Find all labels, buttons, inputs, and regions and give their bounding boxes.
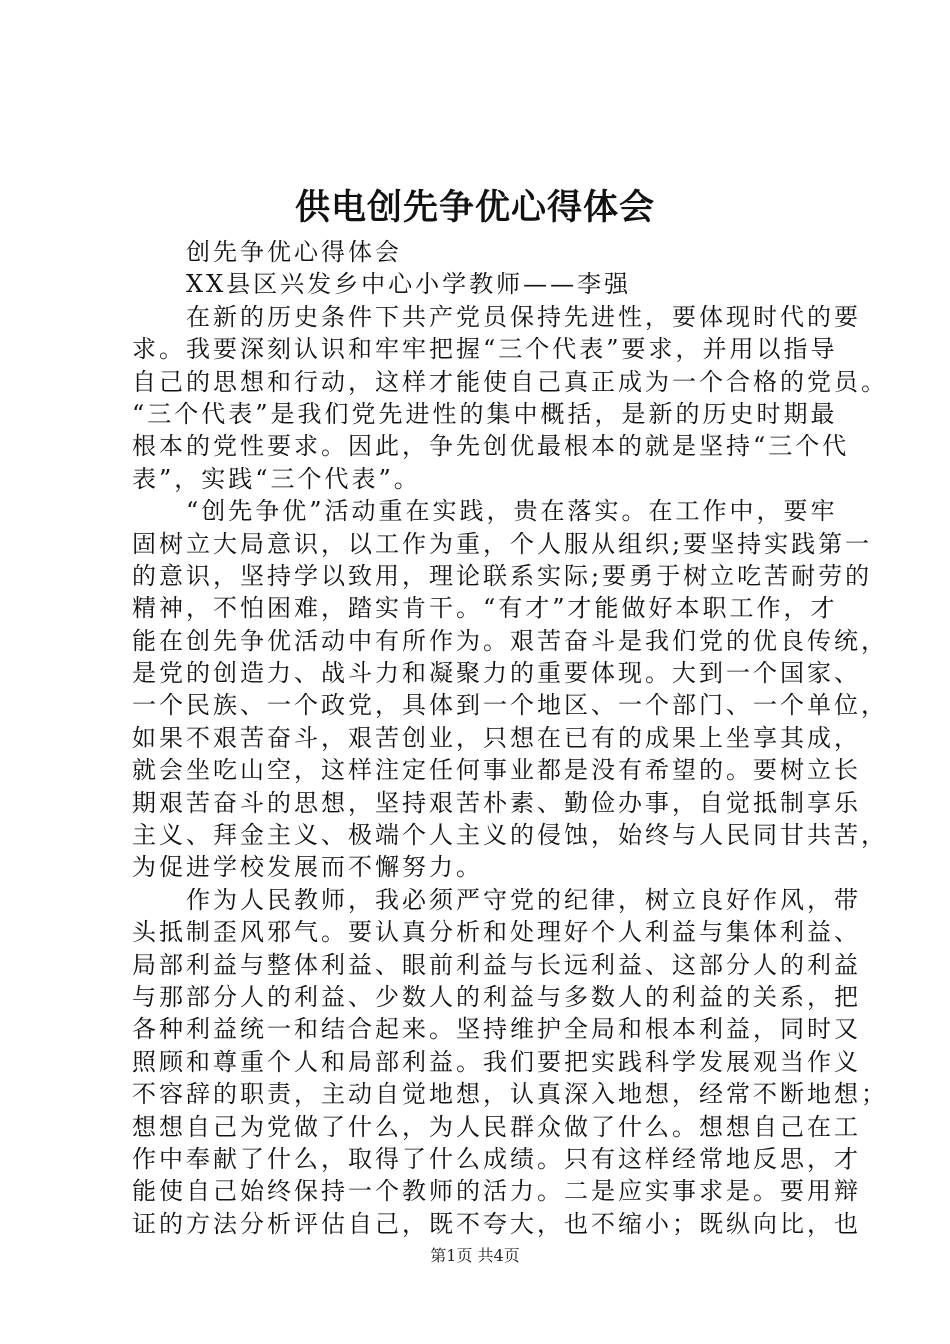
text-line: 主义、拜金主义、极端个人主义的侵蚀，始终与人民同甘共苦， <box>132 821 888 850</box>
text-line: 作中奉献了什么，取得了什么成绩。只有这样经常地反思，才 <box>132 1144 861 1173</box>
text-line: 一个民族、一个政党，具体到一个地区、一个部门、一个单位， <box>132 691 888 720</box>
text-line: 为促进学校发展而不懈努力。 <box>132 853 483 882</box>
text-line: 是党的创造力、战斗力和凝聚力的重要体现。大到一个国家、 <box>132 659 861 688</box>
text-line: 自己的思想和行动，这样才能使自己真正成为一个合格的党员。 <box>132 367 888 396</box>
document-body <box>132 236 888 1240</box>
text-line: 能使自己始终保持一个教师的活力。二是应实事求是。要用辩 <box>132 1177 861 1206</box>
text-line: “三个代表”是我们党先进性的集中概括，是新的历史时期最 <box>132 399 838 428</box>
text-line: 如果不艰苦奋斗，艰苦创业，只想在已有的成果上坐享其成， <box>132 723 861 752</box>
page-number-footer: 第1页 共4页 <box>430 1246 520 1265</box>
text-line: 创先争优心得体会 <box>132 238 402 266</box>
text-line: 就会坐吃山空，这样注定任何事业都是没有希望的。要树立长 <box>132 756 861 785</box>
text-line: 与那部分人的利益、少数人的利益与多数人的利益的关系，把 <box>132 982 861 1011</box>
text-line: 表”，实践“三个代表”。 <box>132 464 421 493</box>
document-title: 供电创先争优心得体会 <box>294 187 655 228</box>
text-line: 不容辞的职责，主动自觉地想，认真深入地想，经常不断地想； <box>132 1080 888 1109</box>
text-line: 照顾和尊重个人和局部利益。我们要把实践科学发展观当作义 <box>132 1047 861 1076</box>
text-line: 精神，不怕困难，踏实肯干。“有才”才能做好本职工作，才 <box>132 594 838 623</box>
text-line: 作为人民教师，我必须严守党的纪律，树立良好作风，带 <box>132 885 861 914</box>
text-line: 能在创先争优活动中有所作为。艰苦奋斗是我们党的优良传统， <box>132 626 888 655</box>
text-line: 证的方法分析评估自己，既不夸大，也不缩小；既纵向比，也 <box>132 1209 861 1238</box>
text-line: 想想自己为党做了什么，为人民群众做了什么。想想自己在工 <box>132 1112 861 1141</box>
text-line: 的意识，坚持学以致用，理论联系实际;要勇于树立吃苦耐劳的 <box>132 561 873 590</box>
text-line: 求。我要深刻认识和牢牢把握“三个代表”要求，并用以指导 <box>132 335 838 364</box>
text-line: 固树立大局意识，以工作为重，个人服从组织;要坚持实践第一 <box>132 529 873 558</box>
text-line: 在新的历史条件下共产党员保持先进性，要体现时代的要 <box>132 302 861 331</box>
text-line: XX县区兴发乡中心小学教师——李强 <box>132 270 632 299</box>
text-line: “创先争优”活动重在实践，贵在落实。在工作中，要牢 <box>132 497 838 526</box>
text-line: 头抵制歪风邪气。要认真分析和处理好个人利益与集体利益、 <box>132 918 861 947</box>
text-line: 根本的党性要求。因此，争先创优最根本的就是坚持“三个代 <box>132 432 850 461</box>
text-line: 期艰苦奋斗的思想，坚持艰苦朴素、勤俭办事，自觉抵制享乐 <box>132 788 861 817</box>
text-line: 局部利益与整体利益、眼前利益与长远利益、这部分人的利益 <box>132 950 861 979</box>
text-line: 各种利益统一和结合起来。坚持维护全局和根本利益，同时又 <box>132 1015 861 1044</box>
